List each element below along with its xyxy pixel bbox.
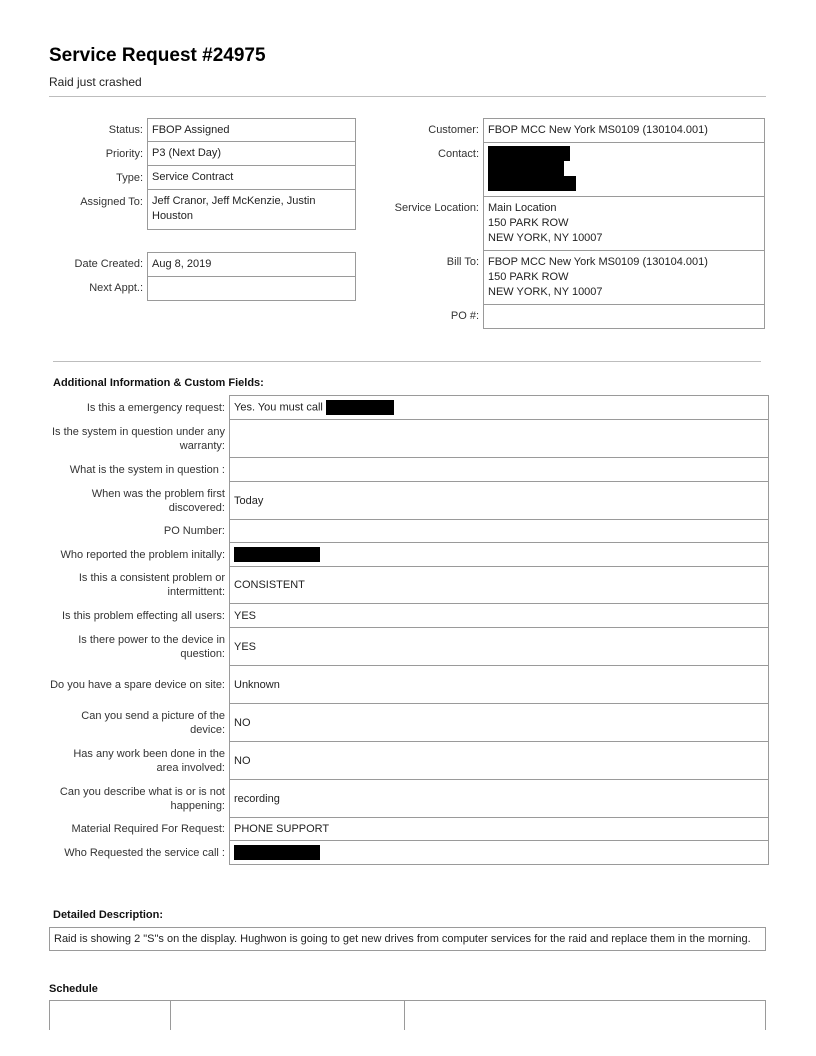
redacted-contact-line-2 bbox=[488, 161, 564, 176]
field-answer bbox=[230, 396, 769, 420]
assigned-to-value: Jeff Cranor, Jeff McKenzie, Justin Houston bbox=[147, 189, 356, 230]
field-answer bbox=[230, 458, 769, 482]
field-answer: Today bbox=[230, 482, 769, 520]
field-answer: Unknown bbox=[230, 666, 769, 704]
redacted-reporter bbox=[234, 547, 320, 562]
additional-info-title: Additional Information & Custom Fields: bbox=[53, 377, 264, 389]
table-row bbox=[49, 520, 769, 543]
table-row bbox=[49, 420, 769, 458]
table-row bbox=[49, 818, 769, 841]
table-row bbox=[49, 742, 769, 780]
field-answer bbox=[230, 543, 769, 567]
section-divider bbox=[53, 361, 761, 362]
service-location-line: 150 PARK ROW bbox=[488, 217, 569, 229]
field-question: PO Number: bbox=[163, 525, 225, 537]
redacted-contact-line-3 bbox=[488, 176, 576, 191]
assigned-to-label: Assigned To: bbox=[80, 196, 143, 208]
schedule-column-divider bbox=[404, 1001, 405, 1030]
bill-to-value bbox=[483, 250, 765, 305]
type-value: Service Contract bbox=[147, 165, 356, 190]
bill-to-line: 150 PARK ROW bbox=[488, 271, 569, 283]
field-answer bbox=[230, 841, 769, 865]
customer-value: FBOP MCC New York MS0109 (130104.001) bbox=[483, 118, 765, 143]
contact-label: Contact: bbox=[438, 148, 479, 160]
table-row bbox=[49, 543, 769, 567]
table-row bbox=[49, 396, 769, 420]
table-row bbox=[49, 604, 769, 628]
header-divider bbox=[49, 96, 766, 97]
redacted-phone bbox=[326, 400, 394, 415]
custom-fields-table bbox=[49, 395, 769, 865]
field-question: Is there power to the device in question: bbox=[78, 633, 225, 660]
field-answer bbox=[230, 420, 769, 458]
field-answer: PHONE SUPPORT bbox=[230, 818, 769, 841]
field-question: Is this a consistent problem or intermittent: bbox=[78, 572, 225, 598]
po-label: PO #: bbox=[450, 310, 479, 322]
bill-to-line: NEW YORK, NY 10007 bbox=[488, 286, 603, 298]
service-location-line: NEW YORK, NY 10007 bbox=[488, 232, 603, 244]
customer-label: Customer: bbox=[428, 124, 479, 136]
page-subtitle: Raid just crashed bbox=[49, 75, 142, 89]
table-row bbox=[49, 704, 769, 742]
field-question: Is this a emergency request: bbox=[86, 401, 225, 414]
table-row bbox=[49, 666, 769, 704]
date-created-label: Date Created: bbox=[74, 258, 143, 270]
priority-label: Priority: bbox=[105, 148, 143, 160]
field-question: Can you describe what is or is not happening: bbox=[59, 785, 225, 812]
next-appt-label: Next Appt.: bbox=[89, 282, 143, 294]
table-row bbox=[49, 482, 769, 520]
contact-value bbox=[483, 142, 765, 197]
field-answer: YES bbox=[230, 604, 769, 628]
table-row bbox=[49, 567, 769, 604]
service-location-line: Main Location bbox=[488, 202, 557, 214]
table-row bbox=[49, 780, 769, 818]
priority-value: P3 (Next Day) bbox=[147, 141, 356, 166]
field-answer: recording bbox=[230, 780, 769, 818]
schedule-table bbox=[49, 1000, 766, 1030]
next-appt-value bbox=[147, 276, 356, 301]
status-value: FBOP Assigned bbox=[147, 118, 356, 142]
field-question: Has any work been done in the area involved: bbox=[73, 747, 225, 774]
status-label: Status: bbox=[108, 124, 143, 136]
service-location-value bbox=[483, 196, 765, 251]
field-answer bbox=[230, 520, 769, 543]
field-answer: YES bbox=[230, 628, 769, 666]
field-answer: CONSISTENT bbox=[230, 567, 769, 604]
table-row bbox=[49, 841, 769, 865]
field-question: What is the system in question : bbox=[69, 463, 225, 476]
field-answer: NO bbox=[230, 742, 769, 780]
type-label: Type: bbox=[116, 172, 143, 184]
field-question: Who Requested the service call : bbox=[64, 846, 225, 859]
table-row bbox=[49, 458, 769, 482]
table-row bbox=[49, 628, 769, 666]
field-answer-text: Yes. You must call bbox=[234, 401, 323, 414]
po-value bbox=[483, 304, 765, 329]
date-created-value: Aug 8, 2019 bbox=[147, 252, 356, 277]
bill-to-line: FBOP MCC New York MS0109 (130104.001) bbox=[488, 256, 708, 268]
field-question: Material Required For Request: bbox=[71, 823, 225, 835]
schedule-title: Schedule bbox=[49, 983, 98, 995]
field-question: Is the system in question under any warranty: bbox=[51, 425, 225, 452]
schedule-column-divider bbox=[170, 1001, 171, 1030]
description-title: Detailed Description: bbox=[53, 909, 164, 921]
field-question: Who reported the problem initally: bbox=[60, 548, 225, 561]
field-question: Do you have a spare device on site: bbox=[50, 678, 225, 691]
service-location-label: Service Location: bbox=[394, 202, 479, 214]
field-question: When was the problem first discovered: bbox=[91, 487, 225, 514]
bill-to-label: Bill To: bbox=[446, 256, 479, 268]
field-question: Is this problem effecting all users: bbox=[61, 609, 225, 622]
page-title: Service Request #24975 bbox=[49, 45, 266, 66]
field-question: Can you send a picture of the device: bbox=[81, 709, 225, 736]
description-text: Raid is showing 2 "S"s on the display. Hughwon is going to get new drives from computer services for the raid and replace them in the morning. bbox=[49, 927, 766, 951]
redacted-contact-line-1 bbox=[488, 146, 570, 161]
field-answer: NO bbox=[230, 704, 769, 742]
redacted-requester bbox=[234, 845, 320, 860]
